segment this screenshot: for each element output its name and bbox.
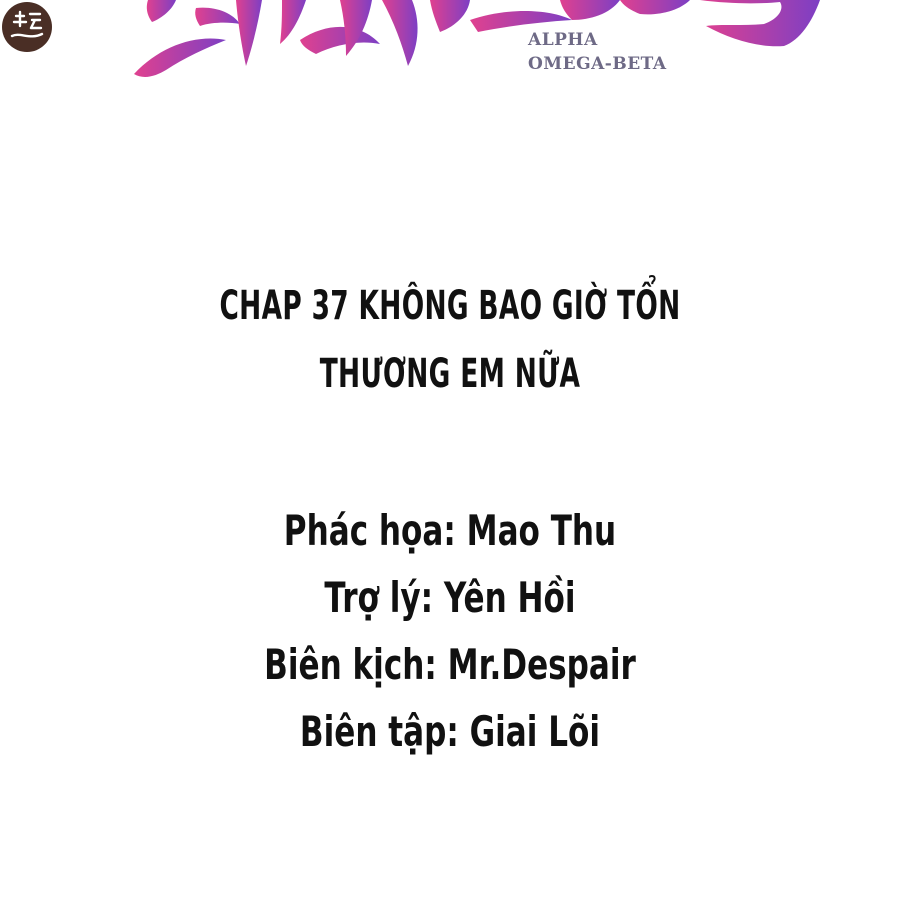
credit-sketch <box>117 506 783 556</box>
credit-name: Mao Thu <box>466 506 617 555</box>
credit-assistant <box>117 573 783 623</box>
staff-credits <box>0 506 900 757</box>
credit-role: Biên tập: <box>299 707 459 756</box>
chapter-title-line2: THƯƠNG EM NỮA <box>319 351 581 397</box>
translator-seal-icon <box>0 0 54 54</box>
credit-name: Giai Lõi <box>469 707 601 756</box>
credit-role: Trợ lý: <box>324 573 434 622</box>
logo-subtitle-line2: OMEGA-BETA <box>528 54 667 74</box>
logo-wordmark <box>0 0 900 140</box>
chapter-title-line1: CHAP 37 KHÔNG BAO GIỜ TỔN <box>219 283 681 329</box>
credit-role: Phác họa: <box>283 506 456 555</box>
series-logo <box>0 0 900 140</box>
credit-role: Biên kịch: <box>264 640 437 689</box>
credit-name: Mr.Despair <box>447 640 636 689</box>
logo-subtitle-line1: ALPHA <box>528 30 598 50</box>
credit-editor <box>117 707 783 757</box>
credit-name: Yên Hồi <box>443 573 576 622</box>
credit-screenwriter <box>117 640 783 690</box>
chapter-title <box>0 283 900 397</box>
